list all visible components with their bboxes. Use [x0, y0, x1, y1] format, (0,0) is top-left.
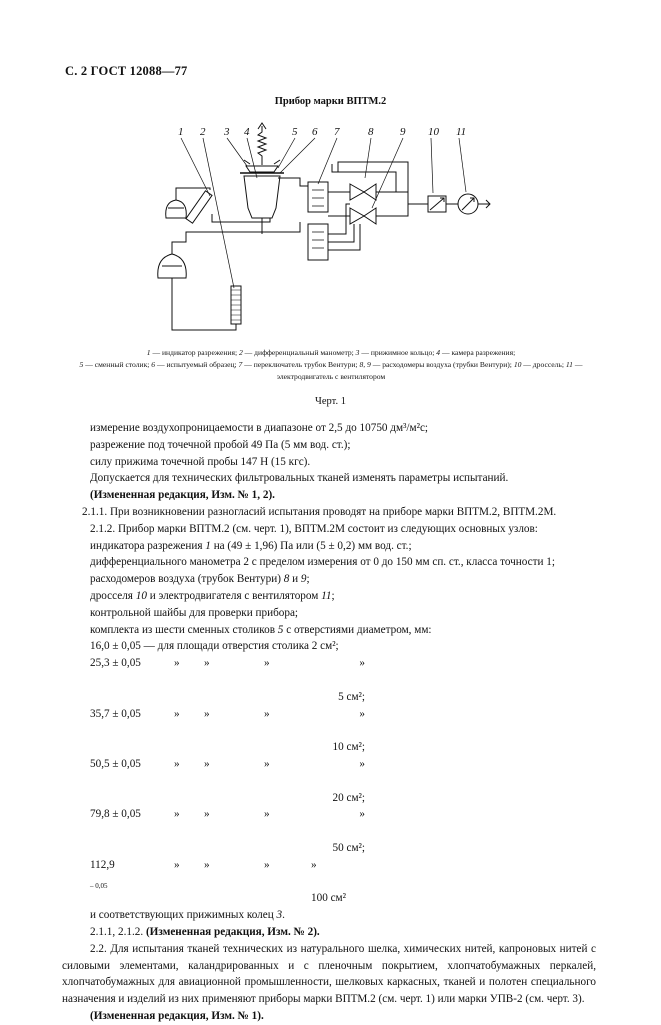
text-line: измерение воздухопроницаемости в диапазоне от 2,5 до 10750 дм³/м²с; — [90, 422, 429, 434]
paragraph-2-1-2: 2.1.2. Прибор марки ВПТМ.2 (см. черт. 1), ВПТМ.2М состоит из следующих основных узлов: — [90, 522, 538, 535]
text-span: расходомеров воздуха (трубок Вентури) — [90, 573, 284, 586]
tolerance: – 0,05 — [90, 881, 108, 890]
table-cell: 100 см² — [311, 892, 346, 905]
table-diameter-row — [90, 756, 596, 806]
part-label-2: 2 — [200, 126, 206, 138]
ref-num: 1 — [205, 539, 211, 552]
table-cell: » — [174, 707, 180, 720]
ref-num: 3 — [276, 909, 283, 922]
table-diameter-row: 16,0 ± 0,05 — для площади отверстия столика 2 см²; — [90, 640, 339, 653]
caption-num: 7 — [238, 359, 243, 369]
table-cell: 50 см²; — [332, 841, 365, 854]
text-span: на (49 ± 1,96) Па или (5 ± 0,2) мм вод. ст.; — [210, 539, 412, 552]
table-cell: 25,3 ± 0,05 — [90, 657, 141, 670]
part-number-labels — [178, 126, 466, 138]
list-item — [90, 588, 596, 605]
spring-icon — [258, 126, 266, 165]
table-diameter-row — [90, 706, 596, 756]
table-cell: 112,9 — [90, 858, 115, 871]
text-span: индикатора разрежения — [90, 539, 206, 552]
caption-num: 3 — [355, 348, 360, 357]
table-cell: » — [204, 757, 210, 770]
figure-label: Черт. 1 — [315, 396, 346, 407]
table-cell: » — [264, 757, 270, 770]
pipe — [172, 278, 236, 330]
text-span: с отверстиями диаметром, мм: — [283, 623, 432, 636]
table-cell — [311, 655, 365, 705]
part-label-7: 7 — [334, 126, 340, 138]
table-cell — [90, 857, 174, 907]
table-cell — [311, 756, 365, 806]
part-label-8: 8 — [368, 126, 374, 138]
text-span: и электродвигателя с вентилятором — [146, 589, 322, 602]
paragraph-2-1-1: 2.1.1. При возникновении разногласий испытания проводят на приборе марки ВПТМ.2, ВПТМ.2М. — [82, 505, 557, 518]
table-cell: » — [264, 808, 270, 821]
caption-text: — сменный столик; — [83, 359, 152, 369]
table-cell: » — [204, 808, 210, 821]
caption-num: 4 — [436, 348, 441, 357]
text-span: дросселя — [90, 589, 136, 602]
caption-num: 11 — [565, 359, 573, 369]
paragraph-2-1-1-2 — [90, 924, 596, 941]
caption-text: — расходомеры воздуха (трубки Вентури); — [370, 359, 514, 369]
table-cell: » — [204, 858, 210, 871]
caption-num: 8, 9 — [359, 359, 371, 369]
table-cell — [311, 806, 365, 856]
text-span: ; — [331, 589, 335, 602]
table-cell: » — [359, 707, 365, 720]
document-body — [62, 420, 596, 1025]
figure-title: Прибор марки ВПТМ.2 — [274, 96, 387, 107]
list-item — [90, 571, 596, 588]
text-span: и — [289, 573, 301, 586]
list-item — [90, 538, 596, 555]
table-cell — [311, 706, 365, 756]
clamp-ring — [246, 166, 278, 172]
part-label-9: 9 — [400, 126, 406, 138]
paragraph-2-2: 2.2. Для испытания тканей технических из натурального шелка, химических нитей, капроновых нитей с силовыми элементами, каландрированных и с пленочным покрытием, хлопчатобумажных перкалей, хлопчатобумажных для авиационной промышленности, шелковых каркасных, тканей и полотен специального назначения и изделий из них применяют приборы марки ВПТМ.2 (см. черт. 1) или марки УПВ-2 (см. черт. 3). — [62, 942, 596, 1006]
table-cell: » — [174, 808, 180, 821]
table-cell: » — [359, 757, 365, 770]
amendment-note: (Измененная редакция, Изм. № 1). — [90, 1009, 264, 1022]
venturi-tube-8 — [350, 184, 376, 200]
venturi-switch-lower — [308, 224, 328, 260]
table-cell: » — [264, 657, 270, 670]
table-diameter-row — [90, 857, 596, 907]
table-cell: 35,7 ± 0,05 — [90, 707, 141, 720]
part-label-6: 6 — [312, 126, 318, 138]
table-cell: » — [174, 757, 180, 770]
list-item — [90, 907, 596, 924]
text-span: . — [282, 909, 285, 922]
caption-text: — индикатор разрежения; — [150, 348, 239, 357]
table-cell: » — [174, 657, 180, 670]
vacuum-chamber — [244, 176, 280, 218]
list-item: контрольной шайбы для проверки прибора; — [90, 606, 299, 619]
caption-num: 2 — [238, 348, 243, 357]
caption-text: — камера разрежения; — [440, 348, 516, 357]
table-cell: » — [204, 707, 210, 720]
table-cell: » — [204, 657, 210, 670]
caption-text: — испытуемый образец; — [155, 359, 239, 369]
part-label-4: 4 — [244, 126, 250, 138]
caption-text: — переключатель трубок Вентури; — [242, 359, 360, 369]
ref-num: 5 — [277, 623, 284, 636]
table-cell: » — [311, 858, 317, 871]
part-label-10: 10 — [428, 126, 439, 138]
caption-text: — дифференциальный манометр; — [242, 348, 356, 357]
text-line: Допускается для технических фильтровальных тканей изменять параметры испытаний. — [90, 472, 509, 485]
table-cell: » — [359, 808, 365, 821]
device-diagram — [150, 118, 520, 340]
part-label-11: 11 — [456, 126, 467, 138]
table-cell: » — [264, 707, 270, 720]
ref-num: 8 — [283, 573, 290, 586]
venturi-switch-upper — [308, 182, 328, 212]
caption-text: — дроссель; — [521, 359, 566, 369]
pipe — [172, 222, 300, 248]
text-span: и соответствующих прижимных колец — [90, 909, 277, 922]
caption-num: 10 — [513, 359, 522, 369]
table-cell: 50,5 ± 0,05 — [90, 757, 141, 770]
list-item: дифференциального манометра 2 с пределом измерения от 0 до 150 мм сп. ст., класса точности 1; — [90, 556, 555, 569]
caption-num: 6 — [151, 359, 156, 369]
table-cell — [311, 857, 365, 907]
leader-lines — [181, 138, 466, 288]
caption-text: — прижимное кольцо; — [359, 348, 437, 357]
table-cell: » — [264, 858, 270, 871]
table-diameter-row — [90, 655, 596, 705]
ref-num: 9 — [300, 573, 307, 586]
amendment-note: (Измененная редакция, Изм. № 1, 2). — [90, 489, 275, 502]
table-cell: 79,8 ± 0,05 — [90, 808, 141, 821]
caption-text: — электродвигатель с вентилятором — [276, 359, 583, 381]
text-span: 2.1.1, 2.1.2. — [90, 925, 146, 938]
figure-caption — [70, 347, 592, 382]
text-line: разрежение под точечной пробой 49 Па (5 мм вод. ст.); — [90, 438, 351, 451]
table-diameter-row — [90, 806, 596, 856]
caption-num: 5 — [79, 359, 84, 369]
table-cell: 20 см²; — [332, 791, 365, 804]
table-cell: 5 см²; — [338, 690, 365, 703]
part-label-1: 1 — [178, 126, 184, 138]
venturi-tube-9 — [350, 208, 376, 224]
ref-num: 11 — [321, 589, 332, 602]
vacuum-indicator-flask-top — [166, 200, 187, 218]
text-span: комплекта из шести сменных столиков — [90, 623, 278, 636]
list-item — [90, 622, 596, 639]
caption-num: 1 — [146, 348, 151, 357]
differential-manometer-tube — [186, 191, 212, 223]
table-cell: 10 см²; — [332, 741, 365, 754]
part-label-3: 3 — [224, 126, 230, 138]
amendment-note: (Измененная редакция, Изм. № 2). — [145, 925, 320, 938]
table-cell: » — [174, 858, 180, 871]
pipe — [332, 164, 396, 192]
text-span: ; — [306, 573, 310, 586]
table-cell: » — [359, 657, 365, 670]
page-header: С. 2 ГОСТ 12088—77 — [65, 64, 188, 78]
ref-num: 10 — [135, 589, 147, 602]
text-line: силу прижима точечной пробы 147 Н (15 кгс). — [90, 455, 311, 468]
part-label-5: 5 — [292, 126, 298, 138]
